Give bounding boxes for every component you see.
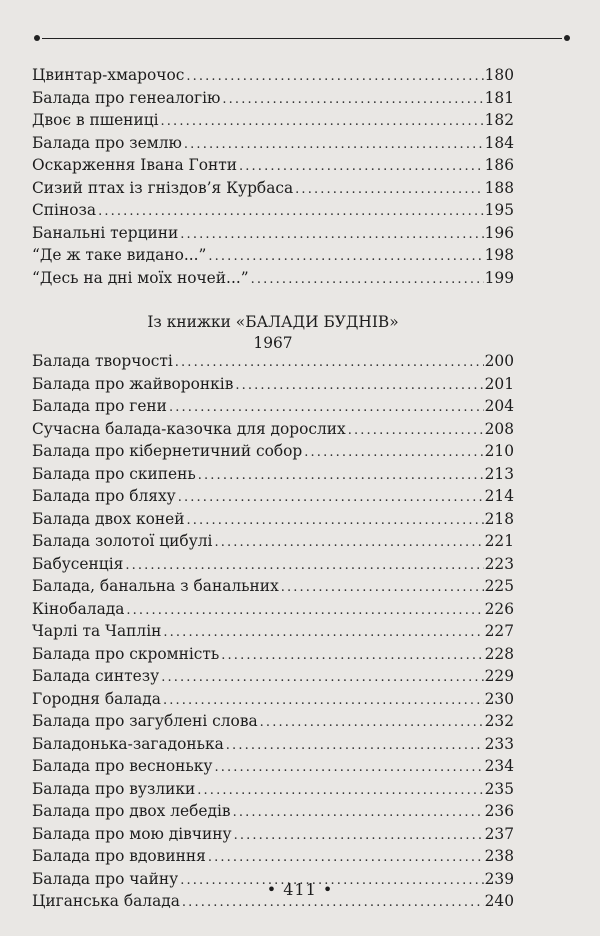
toc-entry-title: “Десь на дні моїх ночей...”: [32, 268, 249, 287]
toc-dot-leader: [175, 352, 484, 375]
toc-entry: [32, 643, 514, 666]
toc-entry-title: Балада про бляху: [32, 487, 176, 505]
toc-entry-page: 237: [484, 824, 514, 843]
toc-dot-leader: [233, 802, 484, 825]
toc-dot-leader: [348, 420, 484, 443]
toc-dot-leader: [186, 510, 483, 533]
toc-dot-leader: [178, 487, 484, 510]
toc-entry: [32, 440, 514, 463]
toc-dot-leader: [126, 600, 483, 623]
toc-dot-leader: [163, 622, 483, 645]
toc-entry: [32, 199, 514, 222]
toc-dot-leader: [169, 397, 484, 420]
toc-entry-title: Балада творчості: [32, 352, 173, 370]
toc-dot-leader: [281, 577, 484, 600]
toc-entry: [32, 733, 514, 756]
toc-dot-leader: [214, 757, 483, 780]
toc-entry-page: 233: [484, 734, 514, 753]
toc-entry-title: Балада про землю: [32, 133, 182, 152]
toc-entry-title: Циганська балада: [32, 892, 180, 910]
toc-entry-page: 214: [484, 487, 514, 505]
toc-entry-title: Балада про гени: [32, 397, 167, 415]
toc-entry: [32, 267, 514, 290]
toc-entry-title: Балада золотої цибулі: [32, 532, 213, 550]
toc-entry: [32, 688, 514, 711]
toc-entry: [32, 845, 514, 868]
toc-entry-page: 199: [484, 268, 514, 287]
toc-dot-leader: [208, 246, 483, 269]
toc-entry-title: Городня балада: [32, 689, 161, 708]
toc-entry-title: Оскарження Івана Гонти: [32, 156, 238, 174]
toc-entry-page: 218: [484, 509, 514, 528]
toc-entry-page: 239: [484, 869, 514, 888]
rule-line: [42, 38, 562, 39]
toc-entry-page: 230: [484, 689, 514, 708]
toc-entry-title: Чарлі та Чаплін: [32, 622, 162, 640]
toc-dot-leader: [234, 825, 484, 848]
toc-entry-page: 196: [484, 223, 514, 242]
toc-entry-title: Балада про мою дівчину: [32, 824, 232, 843]
toc-entry: [32, 710, 514, 733]
toc-entry: [32, 508, 514, 531]
toc-entry: [32, 823, 514, 846]
toc-entry: [32, 755, 514, 778]
toc-entry-page: 228: [484, 644, 514, 663]
toc-entry: [32, 350, 514, 373]
toc-entry: [32, 64, 514, 87]
toc-dot-leader: [161, 667, 483, 690]
toc-entry-page: 200: [484, 352, 514, 370]
toc-entry: [32, 373, 514, 396]
toc-dot-leader: [161, 111, 484, 134]
toc-entry-page: 186: [484, 156, 514, 174]
toc-entry-page: 223: [484, 554, 514, 573]
toc-entry-page: 210: [484, 442, 514, 460]
toc-entry-title: Двоє в пшениці: [32, 111, 159, 129]
toc-entry: [32, 530, 514, 553]
toc-dot-leader: [251, 269, 484, 292]
toc-entry: [32, 485, 514, 508]
toc-entry-title: Балада про вузлики: [32, 779, 196, 798]
toc-entry-title: Банальні терцини: [32, 223, 179, 242]
toc-entry: [32, 154, 514, 177]
rule-dot-left: [34, 35, 40, 41]
toc-entry-page: 229: [484, 667, 514, 685]
toc-entry-page: 236: [484, 802, 514, 820]
toc-entry: [32, 620, 514, 643]
toc-entry-title: Балада про загублені слова: [32, 712, 258, 730]
toc-dot-leader: [180, 224, 483, 247]
toc-entry-title: Балада про вдовиння: [32, 847, 206, 865]
toc-entry-page: 184: [484, 133, 514, 152]
toc-entry-page: 181: [484, 88, 514, 107]
toc-entry: [32, 418, 514, 441]
page-number: • 411 •: [266, 880, 334, 899]
toc-dot-leader: [125, 555, 483, 578]
toc-entry-title: Баладонька-загадонька: [32, 734, 224, 753]
toc-entry-title: Балада про двох лебедів: [32, 802, 231, 820]
toc-entry-title: Балада, банальна з банальних: [32, 577, 279, 595]
toc-entry-title: Балада про весноньку: [32, 757, 213, 775]
rule-dot-right: [564, 35, 570, 41]
toc-entry-title: Сизий птах із гніздов’я Курбаса: [32, 178, 294, 197]
toc-entry-title: Бабусенція: [32, 554, 124, 573]
toc-entry: [32, 109, 514, 132]
toc-entry: [32, 800, 514, 823]
toc-dot-leader: [98, 201, 484, 224]
toc-entry-page: 226: [484, 599, 514, 618]
toc-entry-page: 234: [484, 757, 514, 775]
toc-dot-leader: [239, 156, 484, 179]
toc-entry-title: Балада про скромність: [32, 644, 220, 663]
toc-entry-title: Кінобалада: [32, 599, 125, 618]
toc-entry-page: 180: [484, 66, 514, 84]
header-rule: [34, 33, 570, 43]
toc-entry-title: Балада про скипень: [32, 464, 196, 483]
toc-dot-leader: [222, 89, 483, 112]
toc-entry-title: Балада синтезу: [32, 667, 160, 685]
toc-entry-page: 208: [484, 419, 514, 438]
toc-entry-page: 227: [484, 622, 514, 640]
toc-entry: [32, 87, 514, 110]
toc-dot-leader: [260, 712, 484, 735]
toc-entry-page: 238: [484, 847, 514, 865]
toc-dot-leader: [295, 179, 483, 202]
toc-entry-title: Балада про чайну: [32, 869, 179, 888]
toc-entry-title: Балада про жайворонків: [32, 374, 234, 393]
toc-dot-leader: [184, 134, 484, 157]
toc-entry-page: 232: [484, 712, 514, 730]
toc-dot-leader: [226, 735, 484, 758]
toc-list-group-1: [32, 64, 514, 289]
toc-dot-leader: [197, 780, 483, 803]
toc-entry-page: 198: [484, 246, 514, 264]
toc-entry: [32, 553, 514, 576]
toc-dot-leader: [304, 442, 483, 465]
toc-entry: [32, 222, 514, 245]
toc-entry-title: Балада про кібернетичний собор: [32, 442, 303, 460]
toc-entry: [32, 132, 514, 155]
toc-entry: [32, 778, 514, 801]
toc-entry-page: 225: [484, 577, 514, 595]
toc-dot-leader: [163, 690, 484, 713]
toc-entry: [32, 395, 514, 418]
toc-entry: [32, 463, 514, 486]
toc-entry-title: Балада про генеалогію: [32, 88, 221, 107]
toc-dot-leader: [235, 375, 483, 398]
toc-dot-leader: [208, 847, 484, 870]
toc-dot-leader: [186, 66, 483, 89]
toc-entry-page: 221: [484, 532, 514, 550]
toc-entry-title: Цвинтар-хмарочос: [32, 66, 185, 84]
toc-entry-page: 240: [484, 892, 514, 910]
toc-entry-title: Балада двох коней: [32, 509, 185, 528]
toc-dot-leader: [214, 532, 483, 555]
toc-dot-leader: [221, 645, 483, 668]
toc-dot-leader: [198, 465, 484, 488]
toc-entry-title: Сучасна балада-казочка для дорослих: [32, 419, 346, 438]
toc-entry: [32, 598, 514, 621]
toc-entry-page: 182: [484, 111, 514, 129]
toc-entry-page: 188: [484, 178, 514, 197]
toc-entry-page: 213: [484, 464, 514, 483]
toc-entry-page: 201: [484, 374, 514, 393]
toc-entry: [32, 244, 514, 267]
toc-entry-page: 204: [484, 397, 514, 415]
section-year: 1967: [253, 334, 293, 352]
toc-entry: [32, 665, 514, 688]
toc-entry-title: “Де ж таке видано...”: [32, 246, 207, 264]
toc-entry-page: 235: [484, 779, 514, 798]
toc-entry-title: Спіноза: [32, 201, 97, 219]
section-title: Із книжки «БАЛАДИ БУДНІВ»: [147, 313, 399, 331]
toc-entry: [32, 177, 514, 200]
toc-list-group-2: [32, 350, 514, 913]
toc-entry: [32, 575, 514, 598]
toc-entry-page: 195: [484, 201, 514, 219]
